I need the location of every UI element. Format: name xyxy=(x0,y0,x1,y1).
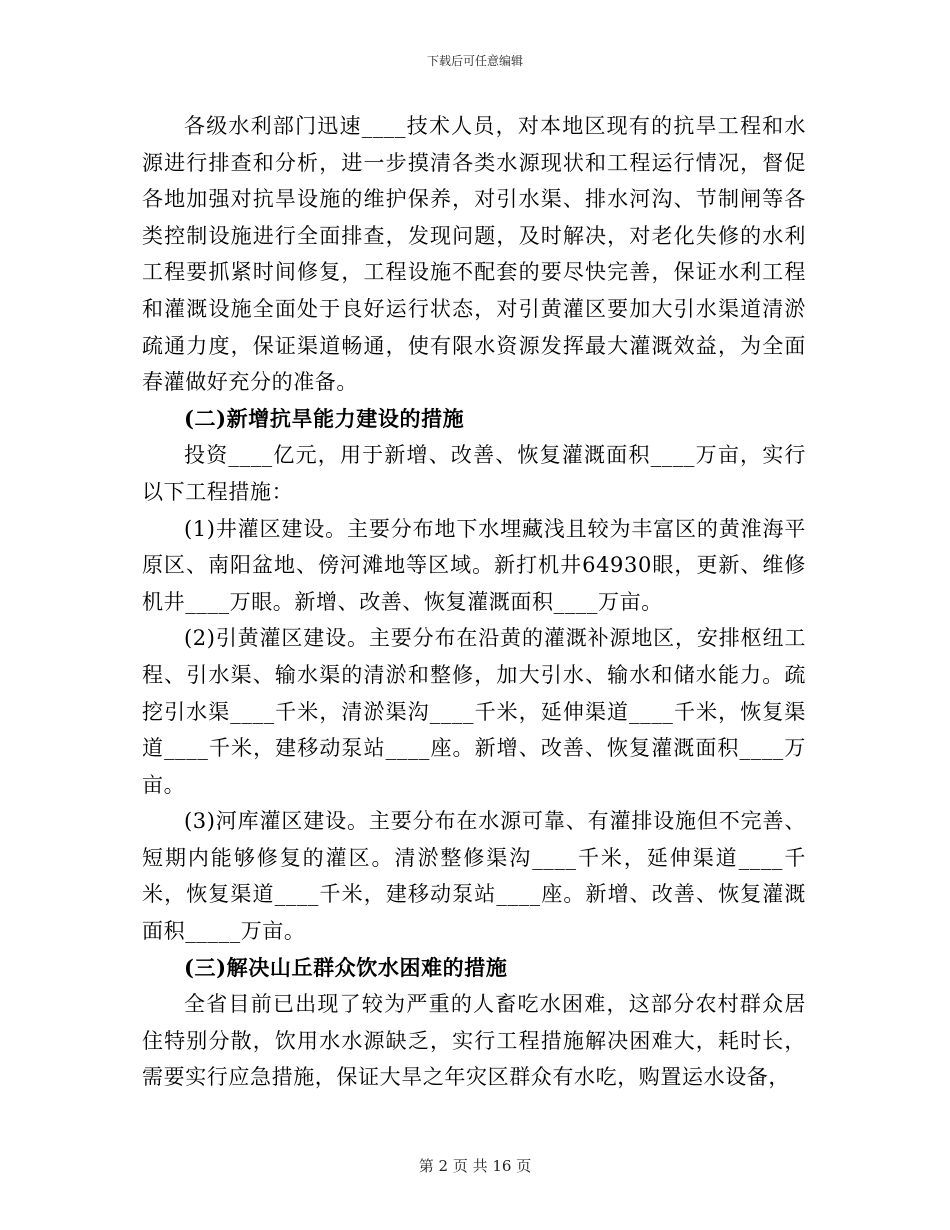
page-number-footer: 第 2 页 共 16 页 xyxy=(418,1157,532,1175)
paragraph-river-reservoir-irrigation: (3)河库灌区建设。主要分布在水源可靠、有灌排设施但不完善、短期内能够修复的灌区。清淤整修渠沟____千米，延伸渠道____千米，恢复渠道____千米，建移动泵站____座。新增、改善、恢复灌溉面积_____万亩。 xyxy=(142,809,806,944)
paragraph-well-irrigation: (1)井灌区建设。主要分布地下水埋藏浅且较为丰富区的黄淮海平原区、南阳盆地、傍河滩地等区域。新打机井64930眼，更新、维修机井____万眼。新增、改善、恢复灌溉面积____万亩。 xyxy=(142,516,806,614)
paragraph-investment: 投资____亿元，用于新增、改善、恢复灌溉面积____万亩，实行以下工程措施： xyxy=(142,443,806,504)
paragraph-drinking-water: 全省目前已出现了较为严重的人畜吃水困难，这部分农村群众居住特别分散，饮用水水源缺乏，实行工程措施解决困难大，耗时长，需要实行应急措施，保证大旱之年灾区群众有水吃，购置运水设备， xyxy=(142,992,806,1090)
paragraph-water-facilities: 各级水利部门迅速____技术人员，对本地区现有的抗旱工程和水源进行排查和分析，进一步摸清各类水源现状和工程运行情况，督促各地加强对抗旱设施的维护保养，对引水渠、排水河沟、节制闸等各类控制设施进行全面排查，发现问题，及时解决，对老化失修的水利工程要抓紧时间修复，工程设施不配套的要尽快完善，保证水利工程和灌溉设施全面处于良好运行状态，对引黄灌区要加大引水渠道清淤疏通力度，保证渠道畅通，使有限水资源发挥最大灌溉效益，为全面春灌做好充分的准备。 xyxy=(142,114,806,395)
paragraph-yellow-river-irrigation: (2)引黄灌区建设。主要分布在沿黄的灌溉补源地区，安排枢纽工程、引水渠、输水渠的清淤和整修，加大引水、输水和储水能力。疏挖引水渠____千米，清淤渠沟____千米，延伸渠道____千米，恢复渠道____千米，建移动泵站____座。新增、改善、恢复灌溉面积____万亩。 xyxy=(142,626,806,797)
section-heading-drought-capacity: (二)新增抗旱能力建设的措施 xyxy=(184,405,465,431)
section-heading-drinking-water: (三)解决山丘群众饮水困难的措施 xyxy=(184,954,508,980)
page-header: 下载后可任意编辑 xyxy=(426,54,523,68)
document-body xyxy=(142,108,806,1096)
